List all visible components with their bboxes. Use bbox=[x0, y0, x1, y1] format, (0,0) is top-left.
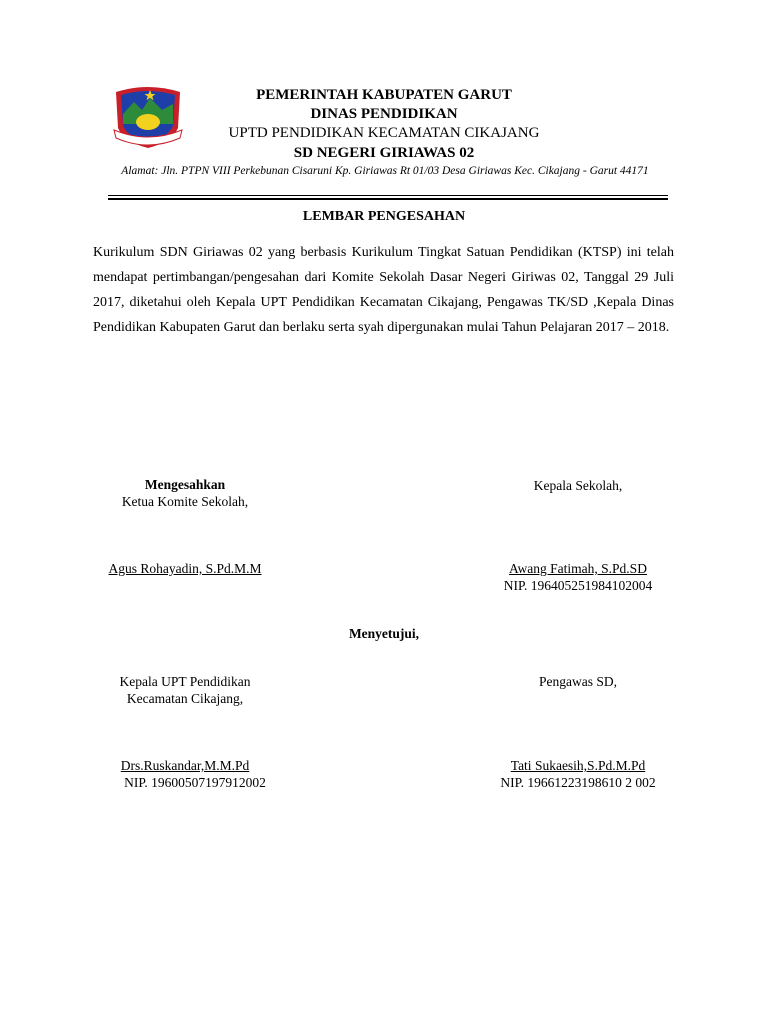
headmaster-signatory-name: Awang Fatimah, S.Pd.SD bbox=[509, 561, 647, 576]
committee-role: Ketua Komite Sekolah, bbox=[121, 494, 249, 509]
header-address: Alamat: Jln. PTPN VIII Perkebunan Cisaruni Kp. Giriawas Rt 01/03 Desa Giriawas Kec. Cikajang - Garut 44171 bbox=[121, 165, 649, 177]
header-government: PEMERINTAH KABUPATEN GARUT bbox=[256, 87, 512, 103]
header-divider-thick bbox=[108, 198, 668, 200]
header-school-name: SD NEGERI GIRIAWAS 02 bbox=[293, 145, 475, 161]
upt-head-role-line1: Kepala UPT Pendidikan bbox=[119, 674, 251, 689]
mengesahkan-heading: Mengesahkan bbox=[144, 477, 226, 492]
header-department: DINAS PENDIDIKAN bbox=[310, 106, 458, 122]
headmaster-nip: NIP. 196405251984102004 bbox=[503, 578, 653, 593]
body-paragraph: Kurikulum SDN Giriawas 02 yang berbasis Kurikulum Tingkat Satuan Pendidikan (KTSP) ini telah mendapat pertimbangan/pengesahan dari Komite Sekolah Dasar Negeri Giriwas 02, Tanggal 29 Juli 2017, diketahui oleh Kepala UPT Pendidikan Kecamatan Cikajang, Pengawas TK/SD ,Kepala Dinas Pendidikan Kabupaten Garut dan berlaku serta syah dipergunakan mulai Tahun Pelajaran 2017 – 2018. bbox=[93, 245, 674, 335]
header-divider-thin bbox=[108, 195, 668, 196]
header-uptd: UPTD PENDIDIKAN KECAMATAN CIKAJANG bbox=[228, 125, 540, 141]
upt-head-nip: NIP. 19600507197912002 bbox=[124, 775, 266, 790]
menyetujui-heading: Menyetujui, bbox=[348, 626, 420, 641]
supervisor-signatory-name: Tati Sukaesih,S.Pd.M.Pd bbox=[510, 758, 646, 773]
upt-head-role-line2: Kecamatan Cikajang, bbox=[126, 691, 244, 706]
headmaster-role: Kepala Sekolah, bbox=[533, 478, 623, 493]
committee-signatory-name: Agus Rohayadin, S.Pd.M.M bbox=[108, 561, 262, 576]
supervisor-nip: NIP. 19661223198610 2 002 bbox=[500, 775, 656, 790]
supervisor-role: Pengawas SD, bbox=[539, 674, 617, 689]
upt-head-signatory-name: Drs.Ruskandar,M.M.Pd bbox=[120, 758, 250, 773]
document-title: LEMBAR PENGESAHAN bbox=[302, 209, 466, 224]
